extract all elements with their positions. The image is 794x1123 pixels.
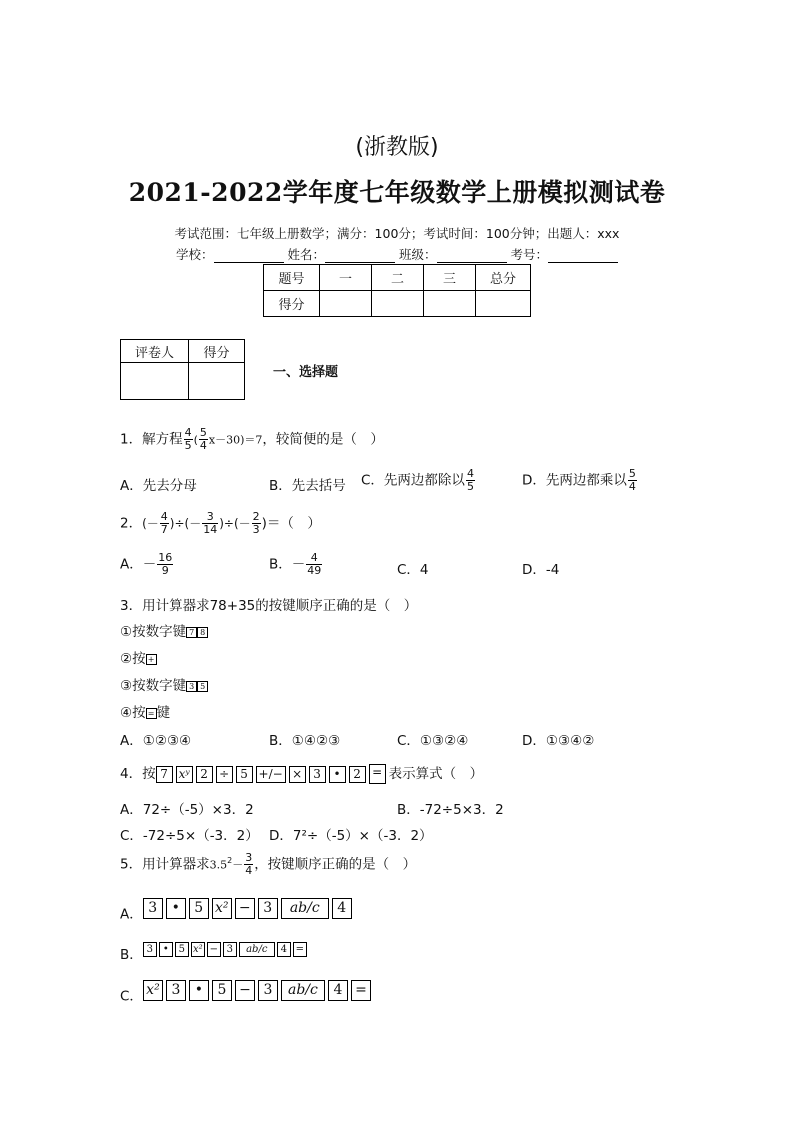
q1-option-c[interactable]: C．先两边都除以 $\frac{4}{5}$: [361, 467, 474, 493]
calc-key: ×: [289, 766, 306, 783]
question-5: 5．用计算器求$3.5^2-$ $\frac{3}{4}$ ，按键顺序正确的是（ ）: [120, 851, 417, 877]
fraction: $\frac{5}{4}$: [199, 426, 207, 452]
calc-key: 5: [236, 766, 253, 783]
question-4: 4．按 7 xʸ 2 ÷ 5 +/− × 3 • 2 = 表示算式（ ）: [120, 765, 484, 782]
q2-option-c[interactable]: C．4: [397, 562, 429, 578]
q4-option-c[interactable]: C．-72÷5×（-3．2）: [120, 828, 259, 844]
student-fields: [0, 245, 794, 263]
key-plus: +: [146, 654, 157, 665]
q3-step-1: ①按数字键 7 8: [120, 620, 208, 640]
q1-option-b[interactable]: B．先去括号: [269, 478, 346, 494]
name-label: 姓名：: [287, 247, 325, 262]
score-cell[interactable]: [424, 291, 476, 317]
q1-option-d[interactable]: D．先两边都乘以 $\frac{5}{4}$: [522, 467, 636, 493]
fraction: $\frac{4}{5}$: [184, 426, 192, 452]
q2-option-d[interactable]: D．-4: [522, 562, 560, 578]
class-label: 班级：: [398, 247, 437, 262]
q5-option-b[interactable]: B． 3 • 5 x² − 3 ab/c 4 =: [120, 941, 309, 963]
q3-option-d[interactable]: D．①③④②: [522, 733, 595, 749]
score-cell[interactable]: [320, 291, 372, 317]
q3-option-b[interactable]: B．①④②③: [269, 733, 341, 749]
score-cell[interactable]: [372, 291, 424, 317]
calc-key: 2: [349, 766, 366, 783]
calc-key: =: [369, 764, 386, 784]
score-header: 总分: [476, 265, 531, 291]
question-1: 1．解方程 $\frac{4}{5}$ ( $\frac{5}{4}$ x－30)＝7，较简便的是（ ）: [120, 426, 384, 452]
id-field[interactable]: [548, 249, 618, 263]
section-title: 一、选择题: [273, 365, 339, 380]
grader-cell[interactable]: [189, 363, 245, 400]
key-3: 3: [186, 681, 197, 692]
score-cell[interactable]: [476, 291, 531, 317]
score-header: 二: [372, 265, 424, 291]
question-2: 2．(－ $\frac{4}{7}$ )÷(－ $\frac{3}{14}$ )÷(－ $\frac{2}{3}$ )＝（ ）: [120, 510, 321, 536]
q5-option-a[interactable]: A． 3 • 5 x² − 3 ab/c 4: [120, 898, 355, 923]
score-table: [263, 264, 531, 317]
grader-table: [120, 339, 245, 400]
question-3: 3．用计算器求78+35的按键顺序正确的是（ ）: [120, 598, 418, 614]
grader-cell[interactable]: [121, 363, 189, 400]
q3-option-c[interactable]: C．①③②④: [397, 733, 469, 749]
q5-option-c[interactable]: C． x² 3 • 5 − 3 ab/c 4 =: [120, 980, 374, 1005]
grader-header: 得分: [189, 340, 245, 363]
score-row-label: 得分: [264, 291, 320, 317]
score-header: 题号: [264, 265, 320, 291]
q4-option-b[interactable]: B．-72÷5×3．2: [397, 802, 504, 818]
calc-key: 7: [156, 766, 173, 783]
page-title: 2021-2022学年度七年级数学上册模拟测试卷: [128, 178, 666, 207]
q4-option-d[interactable]: D．7²÷（-5）×（-3．2）: [269, 828, 433, 844]
calc-key: 2: [196, 766, 213, 783]
q3-step-4: ④按 = 键: [120, 705, 171, 721]
exam-info: 考试范围：七年级上册数学；满分：100分；考试时间：100分钟；出题人：xxx: [174, 226, 620, 241]
q3-option-a[interactable]: A．①②③④: [120, 733, 192, 749]
q4-option-a[interactable]: A．72÷（-5）×3．2: [120, 802, 254, 818]
q3-step-2: ②按 +: [120, 647, 157, 667]
q2-option-b[interactable]: B．－ $\frac{4}{49}$: [269, 551, 322, 577]
calc-key: +/−: [256, 766, 286, 783]
id-label: 考号：: [510, 247, 548, 262]
key-5: 5: [197, 681, 208, 692]
calc-key: •: [329, 766, 346, 783]
school-label: 学校：: [175, 247, 214, 262]
calc-key: 3: [309, 766, 326, 783]
calc-key: xʸ: [176, 766, 193, 783]
key-equals: =: [146, 708, 157, 719]
q3-step-3: ③按数字键 3 5: [120, 674, 208, 694]
school-field[interactable]: [214, 249, 284, 263]
score-header: 一: [320, 265, 372, 291]
key-8: 8: [197, 627, 208, 638]
key-7: 7: [186, 627, 197, 638]
calc-key: ÷: [216, 766, 233, 783]
subtitle: (浙教版): [355, 135, 439, 160]
grader-header: 评卷人: [121, 340, 189, 363]
name-field[interactable]: [325, 249, 395, 263]
score-header: 三: [424, 265, 476, 291]
q2-option-a[interactable]: A．－ $\frac{16}{9}$: [120, 551, 173, 577]
class-field[interactable]: [437, 249, 507, 263]
q1-option-a[interactable]: A．先去分母: [120, 478, 197, 494]
